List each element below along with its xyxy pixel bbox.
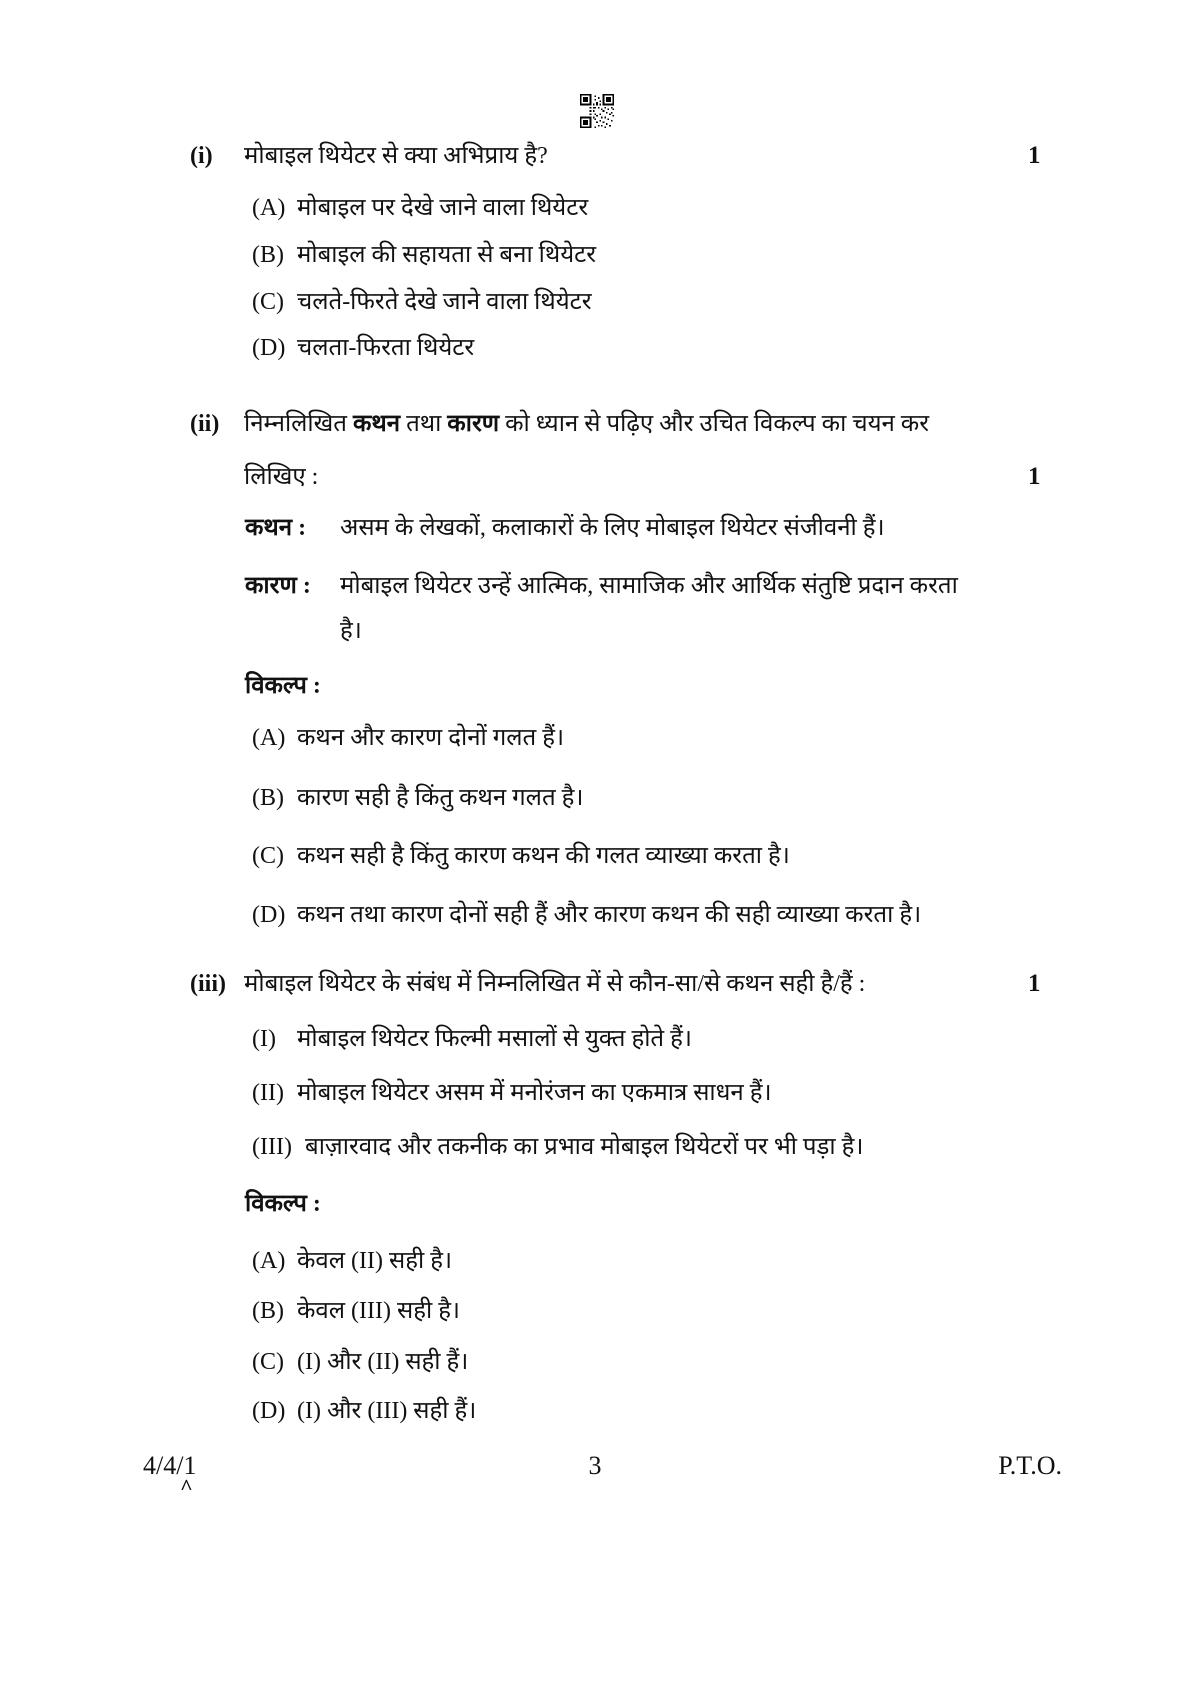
question-ii-text bbox=[244, 406, 929, 442]
option-label: (C) bbox=[252, 1349, 284, 1375]
option-row bbox=[0, 897, 1190, 939]
option-row bbox=[0, 1344, 1190, 1386]
option-label: (C) bbox=[252, 843, 284, 869]
caret-mark: ^ bbox=[180, 1474, 193, 1499]
option-row bbox=[0, 330, 1190, 372]
options-heading-row bbox=[0, 668, 1190, 710]
options-heading: विकल्प : bbox=[245, 1191, 321, 1217]
option-row bbox=[0, 1243, 1190, 1285]
option-label: (A) bbox=[252, 195, 286, 221]
statement-row bbox=[0, 1021, 1190, 1063]
options-heading: विकल्प : bbox=[245, 673, 321, 699]
option-row bbox=[0, 237, 1190, 279]
option-row bbox=[0, 838, 1190, 880]
intro-segment: को ध्यान से पढ़िए और उचित विकल्प का चयन कर bbox=[499, 411, 930, 437]
option-label: (B) bbox=[252, 242, 284, 268]
footer-caret-row bbox=[0, 1474, 1190, 1519]
question-ii-number: (ii) bbox=[190, 411, 220, 437]
options-heading-row bbox=[0, 1186, 1190, 1228]
question-i-text: मोबाइल थियेटर से क्या अभिप्राय है? bbox=[244, 143, 548, 169]
option-text: कारण सही है किंतु कथन गलत है। bbox=[297, 785, 584, 811]
option-row bbox=[0, 284, 1190, 326]
assertion-label: कथन : bbox=[245, 515, 307, 541]
option-text: चलते-फिरते देखे जाने वाला थियेटर bbox=[297, 289, 592, 315]
option-text: (I) और (II) सही हैं। bbox=[297, 1349, 469, 1375]
question-iii-row bbox=[0, 966, 1190, 1008]
reason-row bbox=[0, 568, 1190, 610]
option-label: (A) bbox=[252, 725, 286, 751]
reason-text-cont: है। bbox=[340, 618, 362, 644]
option-row bbox=[0, 1293, 1190, 1335]
question-i-marks: 1 bbox=[1028, 142, 1041, 169]
question-i-row bbox=[0, 138, 1190, 180]
option-row bbox=[0, 780, 1190, 822]
statement-row bbox=[0, 1129, 1190, 1171]
option-label: (B) bbox=[252, 1298, 284, 1324]
reason-text: मोबाइल थियेटर उन्हें आत्मिक, सामाजिक और आर्थिक संतुष्टि प्रदान करता bbox=[340, 573, 958, 599]
option-text: चलता-फिरता थियेटर bbox=[297, 335, 475, 361]
question-iii-marks: 1 bbox=[1028, 970, 1041, 997]
page-number: 3 bbox=[588, 1451, 602, 1480]
reason-continuation-row bbox=[0, 613, 1190, 655]
option-label: (D) bbox=[252, 1398, 286, 1424]
intro-segment: निम्नलिखित bbox=[244, 411, 353, 437]
question-ii-row bbox=[0, 406, 1190, 448]
assertion-row bbox=[0, 510, 1190, 552]
statement-text: बाज़ारवाद और तकनीक का प्रभाव मोबाइल थियेटरों पर भी पड़ा है। bbox=[305, 1134, 864, 1160]
assertion-text: असम के लेखकों, कलाकारों के लिए मोबाइल थियेटर संजीवनी हैं। bbox=[340, 515, 885, 541]
option-text: मोबाइल पर देखे जाने वाला थियेटर bbox=[297, 195, 589, 221]
statement-text: मोबाइल थियेटर फिल्मी मसालों से युक्त होते हैं। bbox=[297, 1026, 692, 1052]
reason-word: कारण bbox=[447, 411, 500, 437]
option-text: कथन तथा कारण दोनों सही हैं और कारण कथन की सही व्याख्या करता है। bbox=[297, 902, 922, 928]
statement-text: मोबाइल थियेटर असम में मनोरंजन का एकमात्र साधन हैं। bbox=[297, 1080, 772, 1106]
question-ii-marks: 1 bbox=[1028, 463, 1041, 490]
option-text: कथन और कारण दोनों गलत हैं। bbox=[297, 725, 565, 751]
question-iii-text: मोबाइल थियेटर के संबंध में निम्नलिखित में से कौन-सा/से कथन सही है/हैं : bbox=[244, 971, 866, 997]
question-ii-continuation-row bbox=[0, 459, 1190, 501]
option-label: (C) bbox=[252, 289, 284, 315]
question-ii-text-cont: लिखिए : bbox=[244, 464, 319, 490]
statement-label: (III) bbox=[252, 1134, 292, 1160]
option-text: केवल (II) सही है। bbox=[297, 1248, 453, 1274]
question-iii-number: (iii) bbox=[190, 971, 226, 997]
option-row bbox=[0, 190, 1190, 232]
option-text: केवल (III) सही है। bbox=[297, 1298, 461, 1324]
option-text: (I) और (III) सही हैं। bbox=[297, 1398, 477, 1424]
option-text: कथन सही है किंतु कारण कथन की गलत व्याख्या करता है। bbox=[297, 843, 790, 869]
qr-code bbox=[580, 93, 614, 129]
option-row bbox=[0, 720, 1190, 762]
paper-code: 4/4/1 bbox=[143, 1451, 197, 1480]
pto-label: P.T.O. bbox=[998, 1451, 1062, 1480]
option-text: मोबाइल की सहायता से बना थियेटर bbox=[297, 242, 597, 268]
option-row bbox=[0, 1393, 1190, 1435]
assertion-word: कथन bbox=[352, 411, 401, 437]
option-label: (D) bbox=[252, 335, 286, 361]
option-label: (D) bbox=[252, 902, 286, 928]
intro-segment: तथा bbox=[400, 411, 448, 437]
statement-label: (II) bbox=[252, 1080, 284, 1106]
statement-row bbox=[0, 1075, 1190, 1117]
question-i-number: (i) bbox=[190, 143, 213, 169]
option-label: (A) bbox=[252, 1248, 286, 1274]
statement-label: (I) bbox=[252, 1026, 276, 1052]
option-label: (B) bbox=[252, 785, 284, 811]
reason-label: कारण : bbox=[245, 573, 311, 599]
